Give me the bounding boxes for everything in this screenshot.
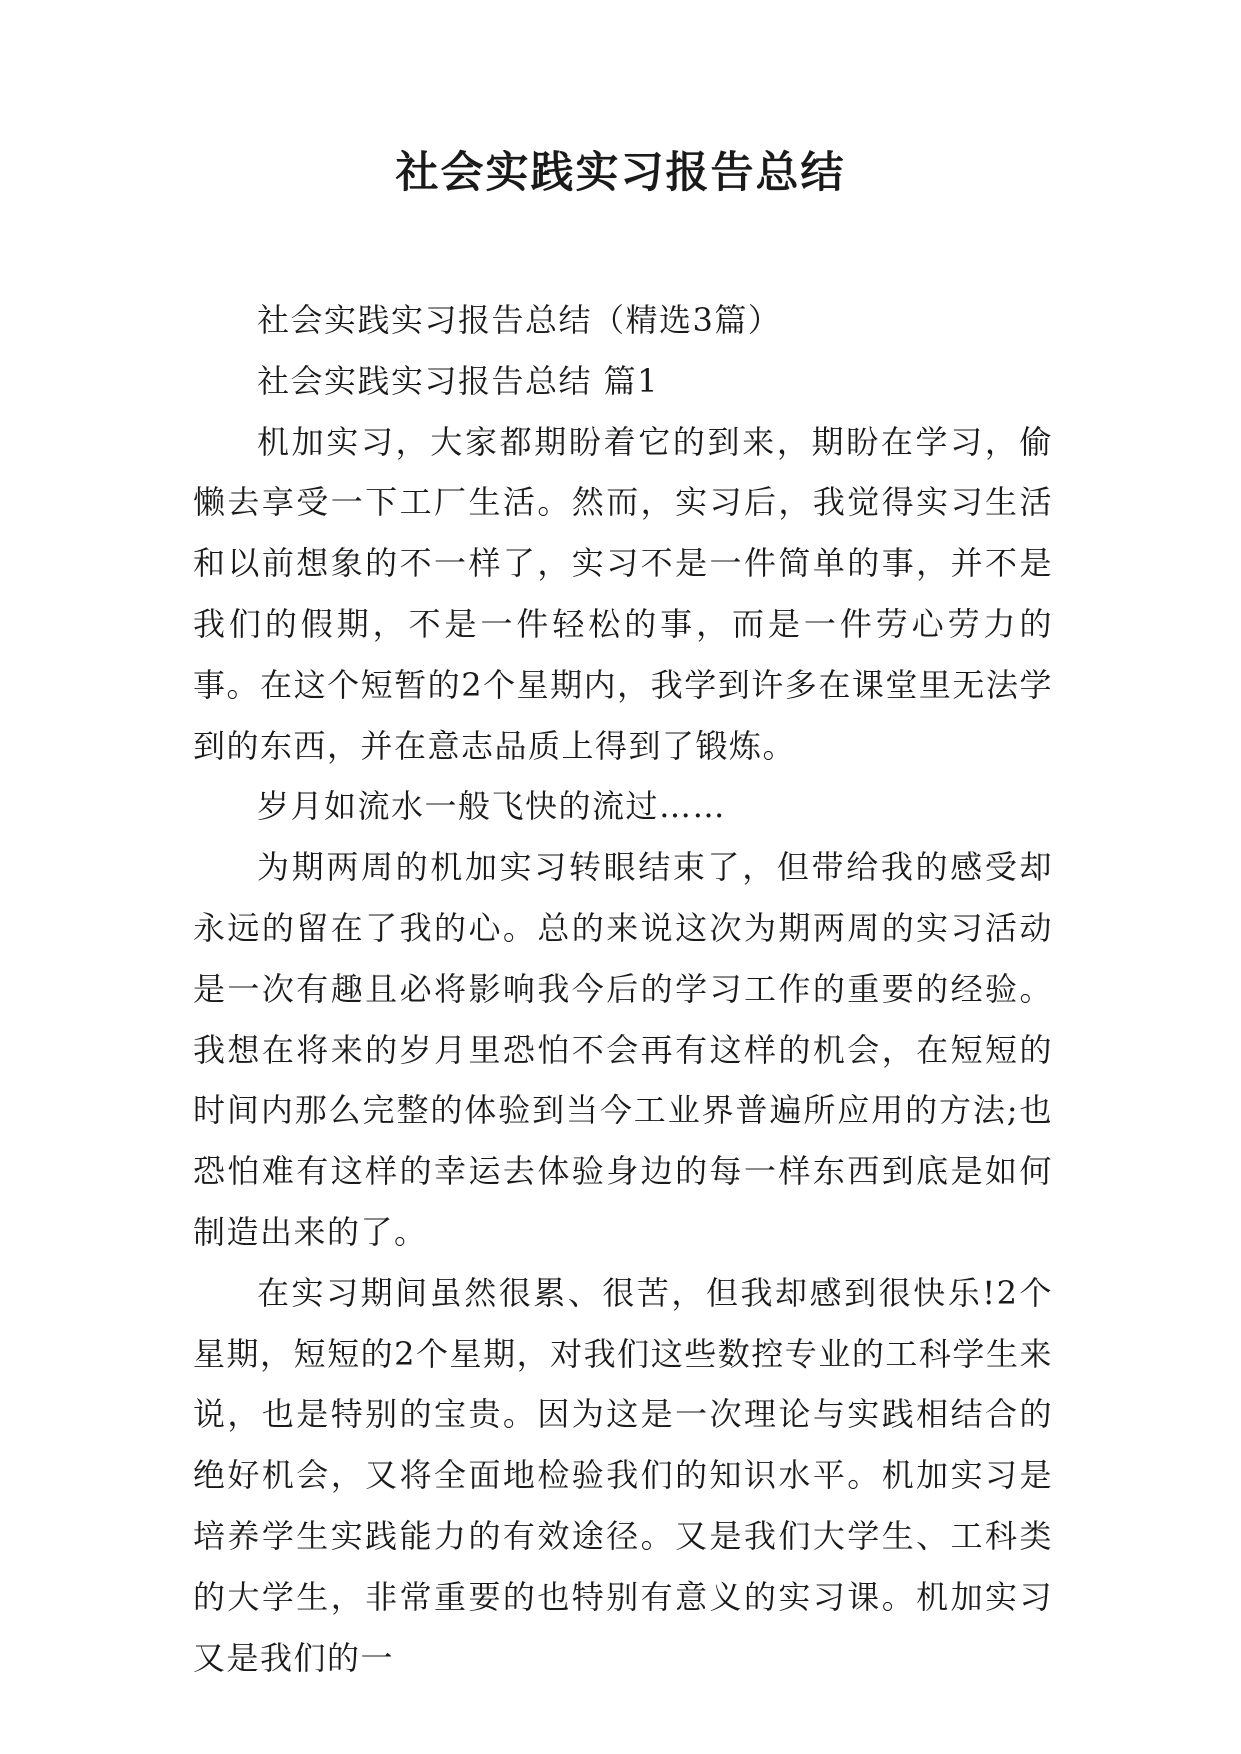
subtitle-paragraph: 社会实践实习报告总结（精选3篇）: [257, 301, 782, 339]
body-paragraph: 在实习期间虽然很累、很苦，但我却感到很快乐!2个星期，短短的2个星期，对我们这些数控专业的工科学生来说，也是特别的宝贵。因为这是一次理论与实践相结合的绝好机会，又将全面地检验我们的知识水平。机加实习是培养学生实践能力的有效途径。又是我们大学生、工科类的大学生，非常重要的也特别有意义的实习课。机加实习又是我们的一: [193, 1273, 1053, 1677]
body-paragraph: 机加实习，大家都期盼着它的到来，期盼在学习，偷懒去享受一下工厂生活。然而，实习后，我觉得实习生活和以前想象的不一样了，实习不是一件简单的事，并不是我们的假期，不是一件轻松的事，而是一件劳心劳力的事。在这个短暂的2个星期内，我学到许多在课堂里无法学到的东西，并在意志品质上得到了锻炼。: [193, 422, 1053, 765]
body-paragraph: 为期两周的机加实习转眼结束了，但带给我的感受却永远的留在了我的心。总的来说这次为期两周的实习活动是一次有趣且必将影响我今后的学习工作的重要的经验。我想在将来的岁月里恐怕不会再有这样的机会，在短短的时间内那么完整的体验到当今工业界普遍所应用的方法;也恐怕难有这样的幸运去体验身边的每一样东西到底是如何制造出来的了。: [193, 848, 1053, 1251]
section-heading: 社会实践实习报告总结 篇1: [257, 361, 660, 400]
body-paragraph: 岁月如流水一般飞快的流过……: [257, 787, 727, 826]
document-body: [193, 290, 1053, 1688]
document-title: 社会实践实习报告总结: [395, 148, 846, 198]
